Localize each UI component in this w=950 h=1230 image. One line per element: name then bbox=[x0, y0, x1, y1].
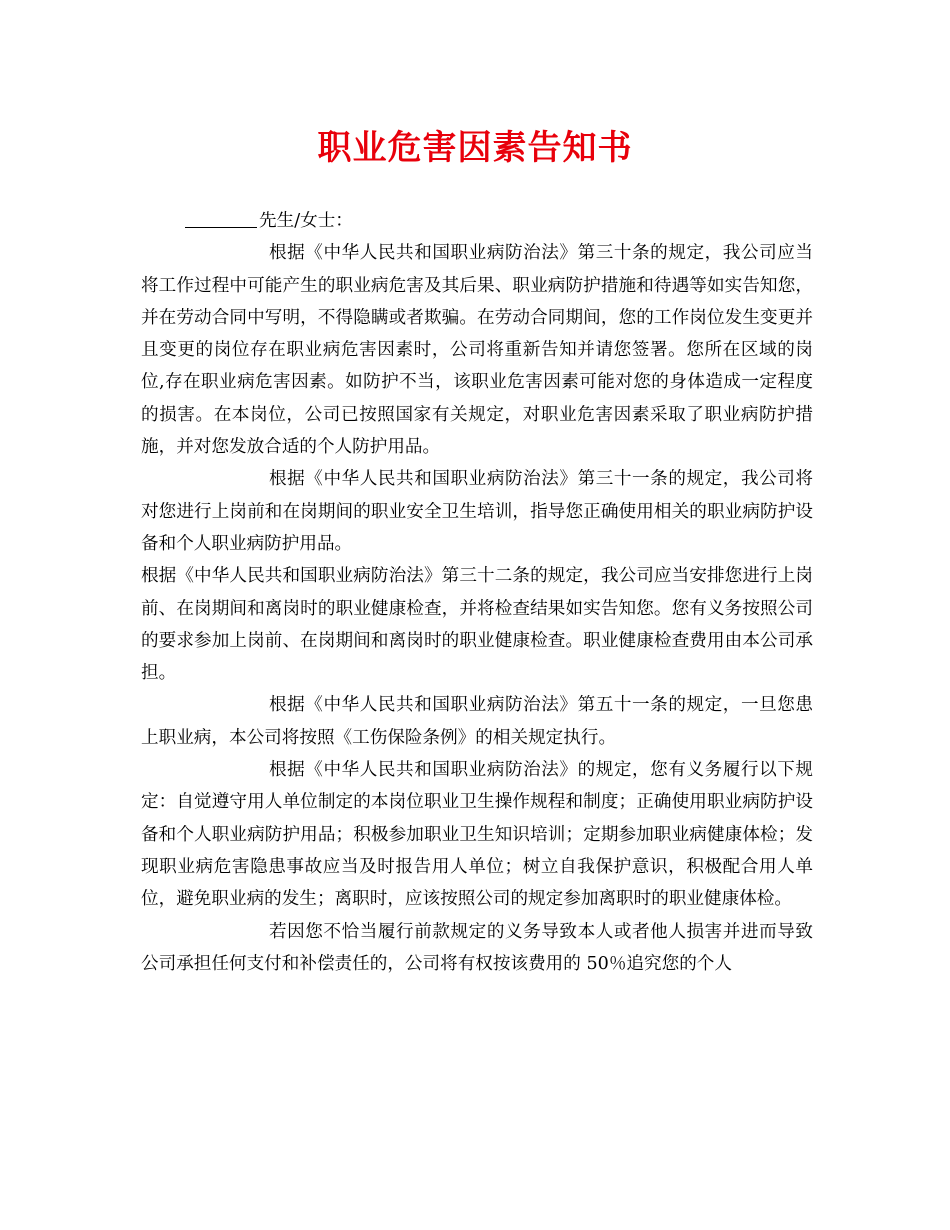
paragraph-employee-obligations: 根据《中华人民共和国职业病防治法》的规定，您有义务履行以下规定：自觉遵守用人单位制定的本岗位职业卫生操作规程和制度；正确使用职业病防护设备和个人职业病防护用品；积极参加职业卫生知识培训；定期参加职业病健康体检；发现职业病危害隐患事故应当及时报告用人单位；树立自我保护意识，积极配合用人单位，避免职业病的发生；离职时，应该按照公司的规定参加离职时的职业健康体检。 bbox=[141, 760, 813, 910]
paragraph-article-32: 根据《中华人民共和国职业病防治法》第三十二条的规定，我公司应当安排您进行上岗前、在岗期间和离岗时的职业健康检查，并将检查结果如实告知您。您有义务按照公司的要求参加上岗前、在岗期间和离岗时的职业健康检查。职业健康检查费用由本公司承担。 bbox=[141, 566, 813, 684]
paragraph-liability: 若因您不恰当履行前款规定的义务导致本人或者他人损害并进而导致公司承担任何支付和补偿责任的，公司将有权按该费用的 50％追究您的个人 bbox=[141, 921, 813, 974]
document-body bbox=[141, 205, 813, 980]
paragraph-article-31: 根据《中华人民共和国职业病防治法》第三十一条的规定，我公司将对您进行上岗前和在岗期间的职业安全卫生培训，指导您正确使用相关的职业病防护设备和个人职业病防护用品。 bbox=[141, 469, 813, 554]
name-blank-line bbox=[185, 209, 257, 228]
document-title: 职业危害因素告知书 bbox=[317, 128, 633, 168]
paragraph-article-30: 根据《中华人民共和国职业病防治法》第三十条的规定，我公司应当将工作过程中可能产生的职业病危害及其后果、职业病防护措施和待遇等如实告知您，并在劳动合同中写明，不得隐瞒或者欺骗。在劳动合同期间，您的工作岗位发生变更并且变更的岗位存在职业病危害因素时，公司将重新告知并请您签署。您所在区域的岗位,存在职业病危害因素。如防护不当，该职业危害因素可能对您的身体造成一定程度的损害。在本岗位，公司已按照国家有关规定，对职业危害因素采取了职业病防护措施，并对您发放合适的个人防护用品。 bbox=[141, 243, 813, 458]
salutation-text: 先生/女士： bbox=[259, 211, 353, 231]
paragraph-article-51: 根据《中华人民共和国职业病防治法》第五十一条的规定，一旦您患上职业病，本公司将按照《工伤保险条例》的相关规定执行。 bbox=[141, 695, 813, 748]
salutation bbox=[185, 205, 813, 237]
